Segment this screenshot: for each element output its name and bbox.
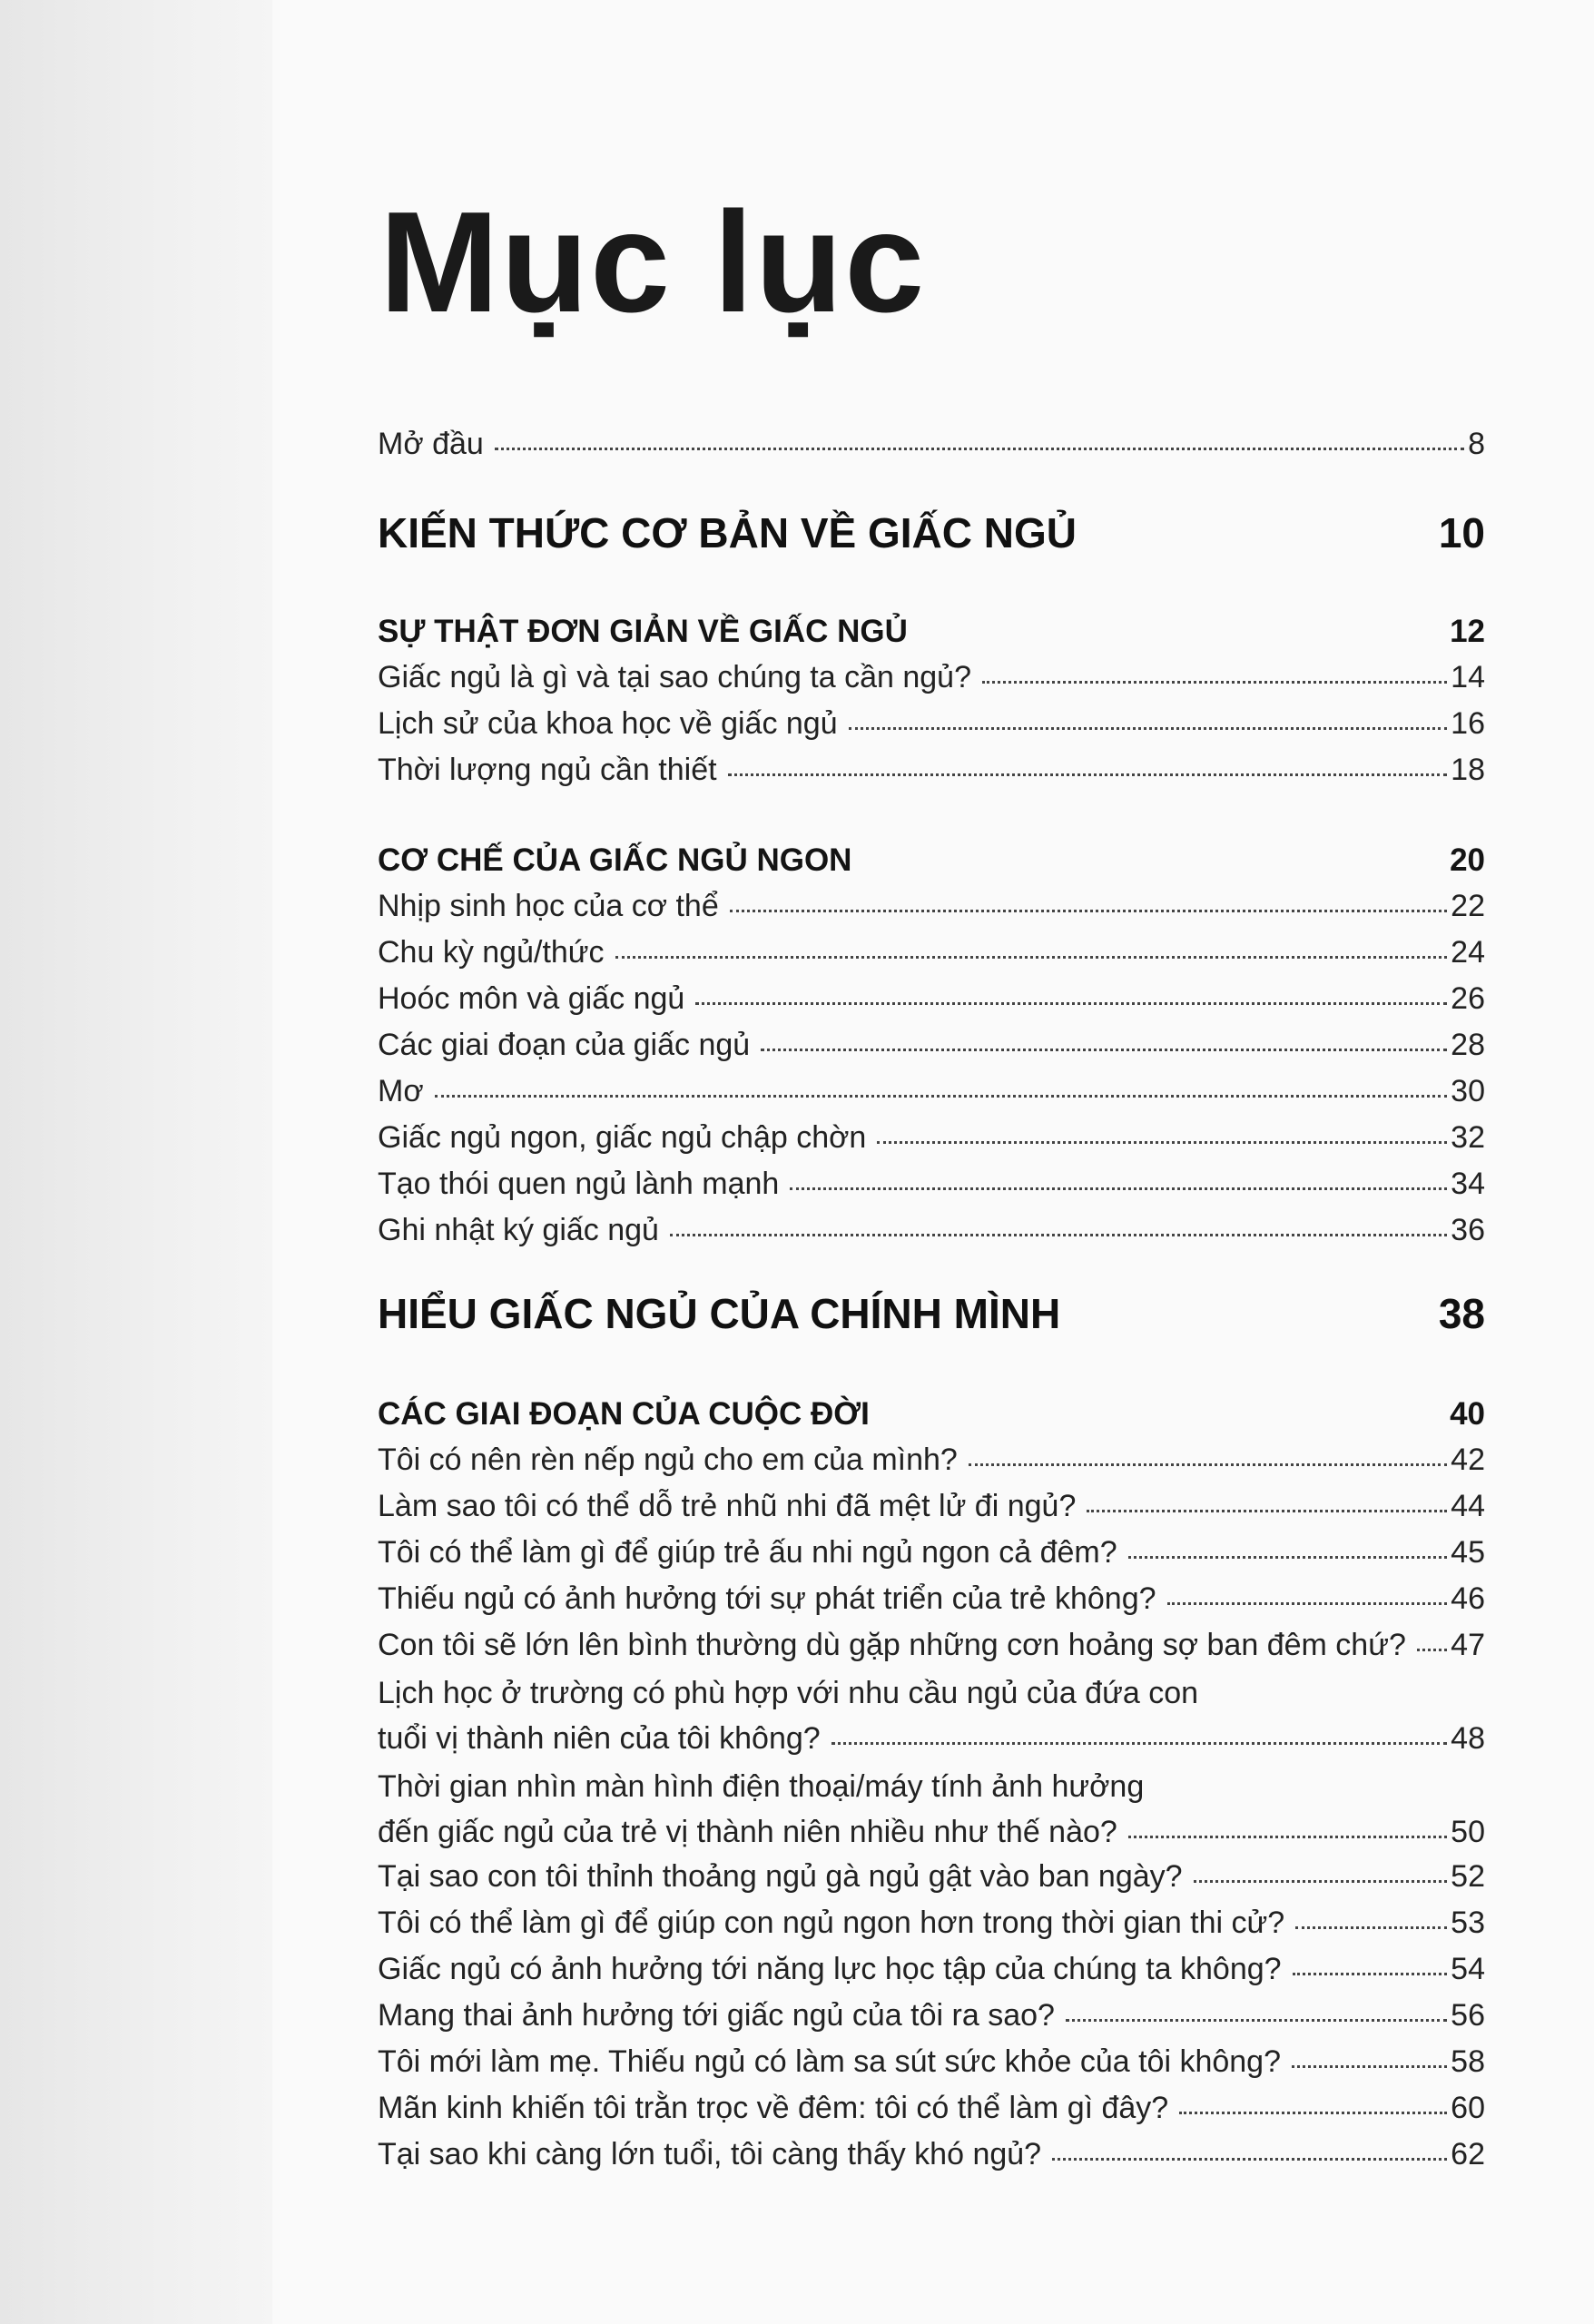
toc-entry[interactable]	[378, 935, 1485, 970]
toc-entry-label-line2: tuổi vị thành niên của tôi không?	[378, 1721, 821, 1756]
toc-page-number: 38	[1438, 1290, 1485, 1337]
page-title: Mục lục	[379, 182, 927, 342]
toc-page-number: 10	[1438, 509, 1485, 556]
toc-page-number: 45	[1451, 1535, 1485, 1570]
toc-page-number: 18	[1451, 753, 1485, 787]
toc-entry[interactable]	[378, 753, 1485, 788]
toc-entry-multiline[interactable]	[378, 1670, 1485, 1761]
toc-entry[interactable]	[378, 1952, 1485, 1987]
toc-entry[interactable]	[378, 2137, 1485, 2172]
toc-page-number: 42	[1451, 1443, 1485, 1477]
dot-leader	[730, 910, 1447, 912]
dot-leader	[728, 773, 1448, 776]
toc-page-number: 50	[1451, 1815, 1485, 1849]
toc-page-number: 14	[1451, 660, 1485, 694]
dot-leader	[790, 1187, 1447, 1190]
toc-part-label: KIẾN THỨC CƠ BẢN VỀ GIẤC NGỦ	[378, 509, 1077, 556]
dot-leader	[615, 956, 1448, 959]
dot-leader	[982, 681, 1447, 684]
dot-leader	[1128, 1556, 1448, 1559]
toc-entry-label: Nhịp sinh học của cơ thể	[378, 889, 719, 923]
toc-entry-label: Tôi có thể làm gì để giúp trẻ ấu nhi ngủ ngon cả đêm?	[378, 1535, 1117, 1570]
dot-leader	[1179, 2112, 1447, 2114]
toc-page-number: 47	[1451, 1628, 1485, 1662]
toc-entry-label: Con tôi sẽ lớn lên bình thường dù gặp những cơn hoảng sợ ban đêm chứ?	[378, 1628, 1406, 1662]
toc-entry[interactable]	[378, 1028, 1485, 1063]
toc-entry[interactable]	[378, 2044, 1485, 2080]
toc-entry[interactable]	[378, 706, 1485, 742]
dot-leader	[1167, 1602, 1448, 1605]
toc-entry-label: Tại sao khi càng lớn tuổi, tôi càng thấy khó ngủ?	[378, 2137, 1042, 2171]
toc-page-number: 26	[1451, 981, 1485, 1016]
toc-entry[interactable]	[378, 889, 1485, 924]
toc-entry[interactable]	[378, 981, 1485, 1017]
toc-entry[interactable]	[378, 2091, 1485, 2126]
toc-entry-label-line1: Lịch học ở trường có phù hợp với nhu cầu ngủ của đứa con	[378, 1676, 1199, 1710]
toc-part-label: HIỂU GIẤC NGỦ CỦA CHÍNH MÌNH	[378, 1290, 1061, 1337]
dot-leader	[1128, 1836, 1447, 1838]
dot-leader	[1052, 2158, 1447, 2161]
toc-entry-label: Lịch sử của khoa học về giấc ngủ	[378, 706, 838, 741]
toc-page-number: 60	[1451, 2091, 1485, 2125]
toc-entry-label: Mơ	[378, 1074, 424, 1108]
toc-entry-label-line1: Thời gian nhìn màn hình điện thoại/máy tính ảnh hưởng	[378, 1769, 1145, 1804]
toc-entry-label: Giấc ngủ là gì và tại sao chúng ta cần ngủ?	[378, 660, 972, 694]
toc-entry[interactable]	[378, 1581, 1485, 1617]
toc-page-number: 36	[1451, 1213, 1485, 1247]
toc-entry-label: Mở đầu	[378, 427, 484, 461]
toc-section-label: CÁC GIAI ĐOẠN CỦA CUỘC ĐỜI	[378, 1396, 870, 1432]
toc-entry[interactable]	[378, 1535, 1485, 1571]
dot-leader	[435, 1095, 1448, 1098]
dot-leader	[1087, 1510, 1447, 1512]
dot-leader	[1066, 2019, 1447, 2022]
toc-entry-label: Hoóc môn và giấc ngủ	[378, 981, 685, 1016]
toc-entry-intro[interactable]	[378, 427, 1485, 462]
toc-page-number: 32	[1451, 1120, 1485, 1155]
toc-entry-label: Thời lượng ngủ cần thiết	[378, 753, 717, 787]
toc-page-number: 8	[1468, 427, 1485, 461]
toc-entry-label: Giấc ngủ ngon, giấc ngủ chập chờn	[378, 1120, 867, 1155]
toc-page-number: 20	[1450, 842, 1485, 878]
toc-section-label: SỰ THẬT ĐƠN GIẢN VỀ GIẤC NGỦ	[378, 614, 908, 649]
dot-leader	[1292, 2065, 1447, 2068]
toc-page-number: 53	[1451, 1905, 1485, 1940]
toc-page-number: 56	[1451, 1998, 1485, 2033]
toc-entry-label: Tạo thói quen ngủ lành mạnh	[378, 1167, 780, 1201]
toc-page-number: 24	[1451, 935, 1485, 970]
toc-entry[interactable]	[378, 1074, 1485, 1109]
dot-leader	[877, 1141, 1447, 1144]
dot-leader	[695, 1002, 1447, 1005]
toc-page-number: 54	[1451, 1952, 1485, 1986]
toc-entry[interactable]	[378, 1998, 1485, 2034]
toc-section-2[interactable]	[378, 842, 1485, 879]
toc-entry-label: Tại sao con tôi thỉnh thoảng ngủ gà ngủ gật vào ban ngày?	[378, 1859, 1183, 1894]
toc-entry-label: Giấc ngủ có ảnh hưởng tới năng lực học tập của chúng ta không?	[378, 1952, 1282, 1986]
dot-leader	[849, 727, 1448, 730]
dot-leader	[1295, 1926, 1447, 1929]
toc-entry-label: Chu kỳ ngủ/thức	[378, 935, 605, 970]
dot-leader	[831, 1742, 1447, 1745]
toc-entry-label: Mang thai ảnh hưởng tới giấc ngủ của tôi ra sao?	[378, 1998, 1055, 2033]
toc-page-number: 48	[1451, 1721, 1485, 1756]
toc-section-1[interactable]	[378, 614, 1485, 650]
toc-entry-multiline[interactable]	[378, 1764, 1485, 1855]
toc-page-number: 12	[1450, 614, 1485, 649]
toc-entry[interactable]	[378, 1489, 1485, 1524]
toc-page-number: 46	[1451, 1581, 1485, 1616]
toc-entry[interactable]	[378, 1443, 1485, 1478]
toc-entry-label: Các giai đoạn của giấc ngủ	[378, 1028, 751, 1062]
dot-leader	[1417, 1649, 1447, 1651]
toc-entry[interactable]	[378, 1628, 1485, 1663]
toc-entry[interactable]	[378, 1167, 1485, 1202]
dot-leader	[670, 1234, 1447, 1236]
toc-page-number: 22	[1451, 889, 1485, 923]
toc-section-3[interactable]	[378, 1396, 1485, 1433]
toc-entry-label: Làm sao tôi có thể dỗ trẻ nhũ nhi đã mệt lử đi ngủ?	[378, 1489, 1077, 1523]
toc-entry-label-line2: đến giấc ngủ của trẻ vị thành niên nhiều như thế nào?	[378, 1815, 1117, 1849]
toc-page-number: 34	[1451, 1167, 1485, 1201]
toc-page-number: 30	[1451, 1074, 1485, 1108]
toc-entry[interactable]	[378, 1213, 1485, 1248]
toc-entry[interactable]	[378, 1905, 1485, 1941]
toc-part-1[interactable]	[378, 508, 1485, 557]
toc-entry[interactable]	[378, 1859, 1485, 1895]
toc-entry-label: Ghi nhật ký giấc ngủ	[378, 1213, 659, 1247]
toc-entry-label: Tôi mới làm mẹ. Thiếu ngủ có làm sa sút sức khỏe của tôi không?	[378, 2044, 1281, 2079]
dot-leader	[495, 448, 1464, 450]
toc-page-number: 58	[1451, 2044, 1485, 2079]
toc-entry-label: Thiếu ngủ có ảnh hưởng tới sự phát triển của trẻ không?	[378, 1581, 1156, 1616]
toc-section-label: CƠ CHẾ CỦA GIẤC NGỦ NGON	[378, 842, 852, 878]
toc-page-number: 62	[1451, 2137, 1485, 2171]
toc-entry[interactable]	[378, 660, 1485, 695]
toc-page-number: 52	[1451, 1859, 1485, 1894]
dot-leader	[969, 1463, 1447, 1466]
toc-entry-label: Mãn kinh khiến tôi trằn trọc về đêm: tôi có thể làm gì đây?	[378, 2091, 1169, 2125]
toc-part-2[interactable]	[378, 1289, 1485, 1338]
page-gutter	[0, 0, 272, 2324]
toc-page-number: 40	[1450, 1396, 1485, 1432]
toc-entry-label: Tôi có nên rèn nếp ngủ cho em của mình?	[378, 1443, 958, 1477]
toc-entry-label: Tôi có thể làm gì để giúp con ngủ ngon hơn trong thời gian thi cử?	[378, 1905, 1285, 1940]
dot-leader	[761, 1049, 1447, 1051]
toc-page-number: 28	[1451, 1028, 1485, 1062]
toc-entry[interactable]	[378, 1120, 1485, 1156]
toc-page-number: 16	[1451, 706, 1485, 741]
toc-page-number: 44	[1451, 1489, 1485, 1523]
dot-leader	[1194, 1880, 1448, 1883]
dot-leader	[1293, 1973, 1448, 1975]
